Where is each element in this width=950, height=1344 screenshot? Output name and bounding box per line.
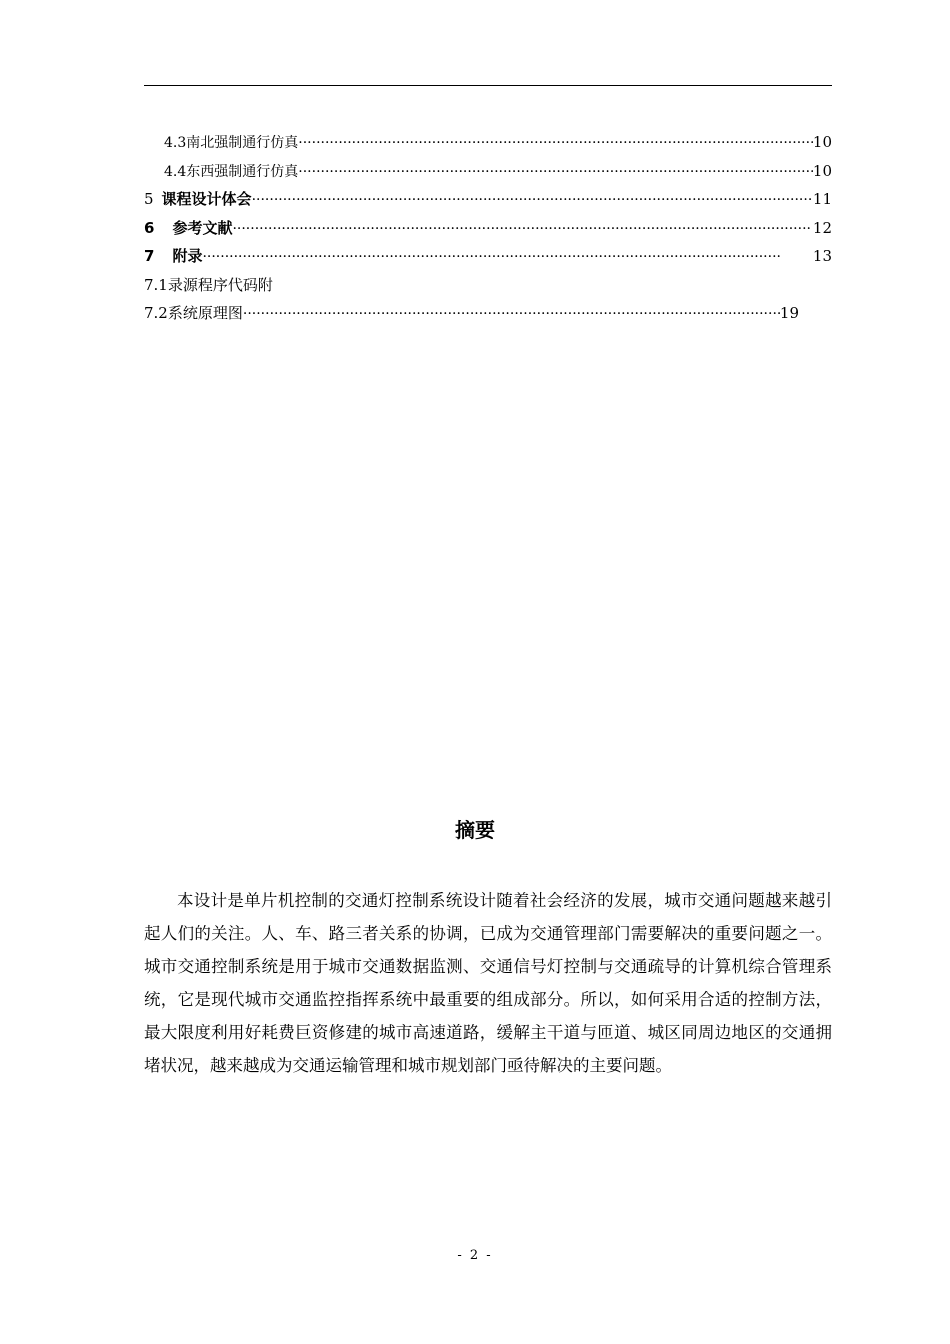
toc-entry-page: 12 bbox=[812, 218, 832, 237]
toc-entry-number: 7.1 bbox=[144, 275, 168, 294]
toc-entry-4-4[interactable] bbox=[144, 157, 832, 186]
toc-leader-dots bbox=[202, 243, 812, 272]
toc-entry-number: 7 bbox=[144, 247, 155, 265]
toc-entry-4-3[interactable] bbox=[144, 128, 832, 157]
toc-entry-title: 南北强制通行仿真 bbox=[186, 135, 299, 151]
toc-entry-title: 东西强制通行仿真 bbox=[186, 163, 299, 180]
toc-entry-number: 6 bbox=[144, 218, 155, 237]
toc-entry-5[interactable] bbox=[144, 185, 832, 214]
toc-entry-title: 录源程序代码附 bbox=[167, 275, 273, 294]
toc-entry-page: 13 bbox=[812, 247, 832, 265]
header-rule bbox=[144, 85, 832, 86]
toc-entry-page: 11 bbox=[812, 190, 832, 208]
toc-leader-dots bbox=[298, 158, 813, 187]
toc-leader-dots bbox=[243, 300, 780, 329]
toc-entry-title: 系统原理图 bbox=[167, 304, 243, 322]
toc-entry-number: 4.4 bbox=[164, 163, 187, 180]
toc-entry-number: 5 bbox=[144, 190, 154, 208]
page-number: - 2 - bbox=[457, 1248, 493, 1263]
toc-entry-title: 课程设计体会 bbox=[161, 190, 252, 208]
toc-entry-number: 4.3 bbox=[164, 135, 187, 151]
toc-entry-page: 10 bbox=[812, 161, 832, 180]
toc-entry-title: 附录 bbox=[172, 247, 203, 265]
abstract-heading: 摘要 bbox=[455, 818, 495, 842]
toc-entry-6[interactable] bbox=[144, 214, 832, 243]
toc-entry-page: 19 bbox=[779, 304, 799, 322]
abstract-body bbox=[144, 884, 832, 1082]
toc-leader-dots bbox=[298, 129, 813, 158]
toc-entry-7[interactable] bbox=[144, 242, 832, 271]
table-of-contents bbox=[144, 128, 832, 328]
toc-entry-7-2[interactable] bbox=[144, 299, 799, 328]
toc-entry-number: 7.2 bbox=[144, 304, 168, 322]
toc-leader-dots bbox=[252, 186, 813, 215]
toc-entry-title: 参考文献 bbox=[172, 218, 233, 237]
toc-entry-7-1[interactable] bbox=[144, 271, 832, 300]
toc-entry-page: 10 bbox=[812, 133, 832, 151]
abstract-paragraph: 本设计是单片机控制的交通灯控制系统设计随着社会经济的发展，城市交通问题越来越引起人们的关注。人、车、路三者关系的协调，已成为交通管理部门需要解决的重要问题之一。城市交通控制系统是用于城市交通数据监测、交通信号灯控制与交通疏导的计算机综合管理系统，它是现代城市交通监控指挥系统中最重要的组成部分。所以，如何采用合适的控制方法，最大限度利用好耗费巨资修建的城市高速道路，缓解主干道与匝道、城区同周边地区的交通拥堵状况，越来越成为交通运输管理和城市规划部门亟待解决的主要问题。 bbox=[144, 891, 832, 1075]
toc-leader-dots bbox=[232, 215, 812, 244]
